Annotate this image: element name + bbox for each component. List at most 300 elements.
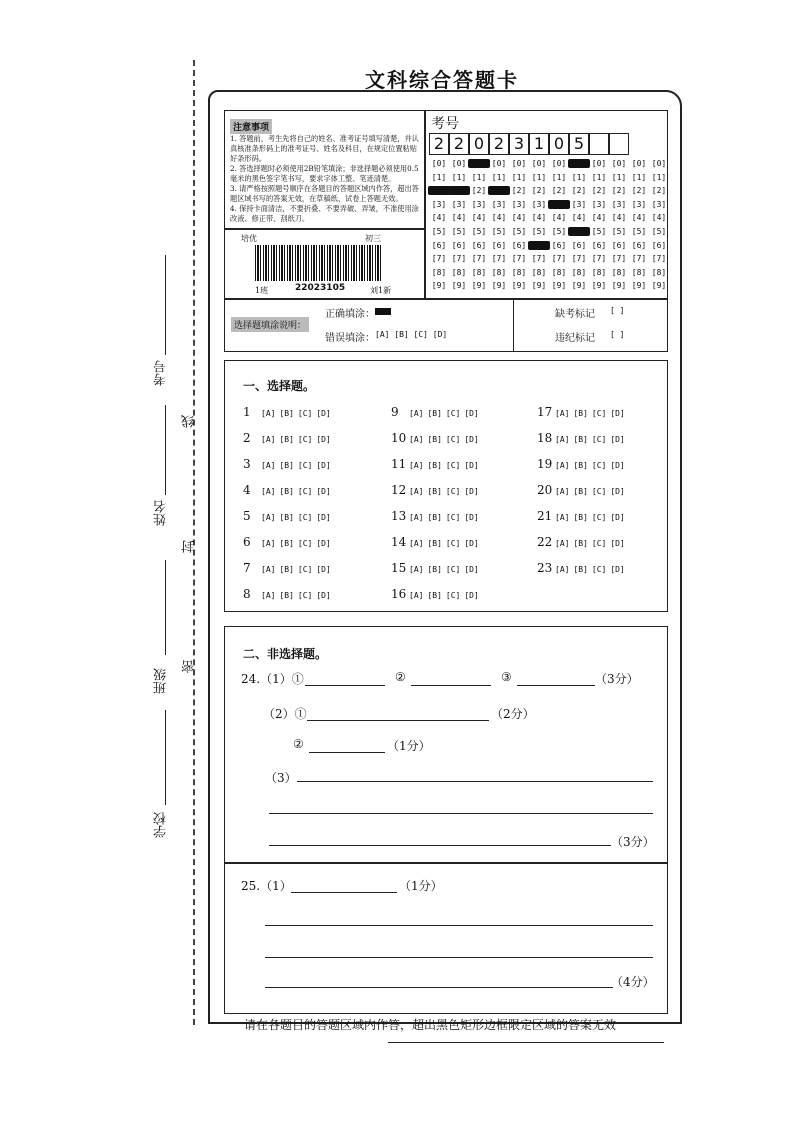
mc-option-bubble[interactable]: [C] — [591, 409, 607, 418]
q25-line-3[interactable] — [265, 987, 613, 988]
kaohao-bubble[interactable]: [4] — [591, 213, 607, 223]
kaohao-bubble[interactable]: [6] — [511, 240, 527, 250]
kaohao-bubble[interactable]: [2] — [591, 186, 607, 196]
kaohao-bubble[interactable]: [6] — [651, 240, 667, 250]
mc-option-bubble[interactable]: [A] — [555, 513, 570, 522]
mc-option-bubble[interactable]: [B] — [279, 487, 294, 496]
mc-option-bubble[interactable]: [A] — [555, 539, 570, 548]
kaohao-bubble[interactable]: [9] — [511, 281, 527, 291]
kaohao-bubble[interactable]: [6] — [491, 240, 507, 250]
mc-option-bubble[interactable]: [A] — [409, 409, 424, 418]
mc-option-bubble[interactable]: [C] — [297, 409, 313, 418]
q24-3-line-1[interactable] — [297, 781, 653, 782]
mc-option-bubble[interactable]: [D] — [316, 539, 331, 548]
kaohao-bubble[interactable]: [1] — [591, 172, 607, 182]
kaohao-bubble[interactable]: [7] — [651, 254, 667, 264]
kaohao-bubble[interactable]: [6] — [431, 240, 447, 250]
kaohao-bubble[interactable]: [2] — [511, 186, 527, 196]
kaohao-label: 考号 — [431, 116, 459, 132]
kaohao-bubble[interactable]: [7] — [571, 254, 587, 264]
q25-1-score: （1分） — [399, 879, 443, 893]
mc-option-bubble[interactable]: [A] — [409, 539, 424, 548]
kaohao-bubble[interactable]: [6] — [571, 240, 587, 250]
kaohao-bubble[interactable]: [1] — [531, 172, 547, 182]
mc-option-bubble[interactable]: [A] — [409, 513, 424, 522]
violation-mark-label: 违纪标记 — [555, 333, 595, 344]
mc-option-bubble[interactable]: [D] — [464, 409, 479, 418]
kaohao-bubble[interactable]: [5] — [631, 227, 647, 236]
kaohao-bubble[interactable]: [1] — [431, 172, 447, 182]
mc-option-bubble[interactable]: [A] — [555, 435, 570, 444]
mc-option-bubble[interactable]: [A] — [555, 461, 570, 470]
mc-option-bubble[interactable]: [C] — [297, 435, 313, 444]
mc-option-bubble[interactable]: [A] — [261, 409, 276, 418]
mc-option-bubble[interactable]: [D] — [610, 435, 625, 444]
q24-3-label: （3） — [265, 771, 297, 785]
kaohao-bubble[interactable]: [7] — [451, 254, 467, 264]
kaohao-bubble[interactable]: [0] — [591, 159, 607, 168]
mc-question-number: 23 — [537, 561, 553, 575]
mc-option-bubble[interactable]: [B] — [573, 461, 588, 470]
mc-option-bubble[interactable]: [A] — [555, 565, 570, 574]
kaohao-digit-cell[interactable] — [589, 133, 609, 155]
side-label-mi: 密 — [182, 660, 197, 673]
kaohao-bubble[interactable]: [0] — [451, 159, 467, 168]
mc-option-bubble[interactable]: [B] — [279, 513, 294, 522]
kaohao-bubble[interactable]: [2] — [611, 186, 627, 196]
q25-line-2[interactable] — [265, 957, 653, 958]
mc-option-bubble[interactable]: [C] — [445, 513, 461, 522]
mc-option-bubble[interactable]: [C] — [445, 461, 461, 470]
mc-option-bubble[interactable]: [D] — [464, 435, 479, 444]
mc-option-bubble[interactable]: [B] — [573, 539, 588, 548]
mc-question-number: 13 — [391, 509, 407, 523]
kaohao-bubble[interactable]: [0] — [568, 159, 590, 168]
kaohao-bubble[interactable]: [2] — [488, 186, 510, 195]
kaohao-bubble[interactable]: [5] — [551, 227, 567, 236]
mc-option-bubble[interactable]: [A] — [261, 539, 276, 548]
kaohao-bubble[interactable]: [8] — [451, 267, 467, 277]
mc-option-bubble[interactable]: [B] — [573, 409, 588, 418]
q24-2b-score: （1分） — [387, 739, 431, 753]
kaohao-bubble[interactable]: [5] — [568, 227, 590, 236]
kaohao-bubble[interactable]: [6] — [591, 240, 607, 250]
kaohao-bubble[interactable]: [7] — [631, 254, 647, 264]
kaohao-bubble[interactable]: [5] — [531, 227, 547, 236]
kaohao-bubble[interactable]: [9] — [591, 281, 607, 291]
mc-option-bubble[interactable]: [C] — [297, 513, 313, 522]
mc-option-bubble[interactable]: [B] — [427, 513, 442, 522]
mc-option-bubble[interactable]: [C] — [297, 565, 313, 574]
kaohao-bubble[interactable]: [2] — [471, 186, 487, 196]
kaohao-bubble[interactable]: [5] — [611, 227, 627, 236]
mc-option-bubble[interactable]: [A] — [261, 565, 276, 574]
mc-option-bubble[interactable]: [B] — [279, 565, 294, 574]
kaohao-bubble[interactable]: [0] — [611, 159, 627, 168]
q24-2b-answer-line[interactable] — [309, 752, 385, 753]
footer-rule — [388, 1042, 664, 1043]
kaohao-bubble[interactable]: [9] — [431, 281, 447, 291]
kaohao-digit-cell[interactable]: 2 — [489, 133, 509, 155]
mc-option-bubble[interactable]: [B] — [427, 565, 442, 574]
kaohao-bubble[interactable]: [2] — [428, 186, 450, 195]
mc-option-bubble[interactable]: [C] — [297, 461, 313, 470]
mc-option-bubble[interactable]: [D] — [610, 513, 625, 522]
mc-option-bubble[interactable]: [D] — [464, 539, 479, 548]
notice-title: 注意事项 — [230, 119, 272, 134]
correct-fill-mark — [375, 308, 391, 315]
mc-option-bubble[interactable]: [C] — [591, 435, 607, 444]
kaohao-digit-cell[interactable] — [609, 133, 629, 155]
side-line-banji — [165, 560, 166, 655]
kaohao-bubble[interactable]: [1] — [471, 172, 487, 182]
kaohao-bubble[interactable]: [3] — [531, 199, 547, 209]
mc-option-bubble[interactable]: [D] — [316, 487, 331, 496]
notice-list — [230, 134, 420, 224]
kaohao-bubble[interactable]: [4] — [531, 213, 547, 223]
kaohao-bubble[interactable]: [0] — [491, 159, 507, 168]
kaohao-digit-cell[interactable]: 3 — [509, 133, 529, 155]
q25-1-answer-line[interactable] — [291, 892, 397, 893]
kaohao-bubble[interactable]: [7] — [511, 254, 527, 264]
kaohao-bubble[interactable]: [5] — [451, 227, 467, 236]
kaohao-bubble[interactable]: [2] — [651, 186, 667, 196]
mc-option-bubble[interactable]: [D] — [316, 565, 331, 574]
kaohao-bubble[interactable]: [3] — [451, 199, 467, 209]
mc-option-bubble[interactable]: [C] — [591, 461, 607, 470]
kaohao-bubble[interactable]: [5] — [431, 227, 447, 236]
mc-question-number: 22 — [537, 535, 553, 549]
kaohao-bubble[interactable]: [3] — [631, 199, 647, 209]
kaohao-digit-cell[interactable]: 5 — [569, 133, 589, 155]
kaohao-bubble[interactable]: [7] — [471, 254, 487, 264]
kaohao-bubble[interactable]: [8] — [551, 267, 567, 277]
mc-option-bubble[interactable]: [B] — [427, 539, 442, 548]
kaohao-bubble[interactable]: [3] — [651, 199, 667, 209]
q25-1-label: 25.（1） — [241, 879, 292, 893]
mc-option-bubble[interactable]: [D] — [316, 409, 331, 418]
q24-2-label: （2）① — [263, 707, 307, 721]
mc-question-number: 7 — [243, 561, 251, 575]
mc-question-number: 17 — [537, 405, 553, 419]
q24-1c-label: ③ — [501, 670, 512, 684]
mc-option-bubble[interactable]: [A] — [261, 591, 276, 600]
kaohao-fill-row — [428, 159, 668, 168]
kaohao-fill-row — [428, 173, 668, 182]
mc-option-bubble[interactable]: [C] — [591, 539, 607, 548]
mc-option-bubble[interactable]: [D] — [610, 461, 625, 470]
kaohao-bubble[interactable]: [4] — [551, 213, 567, 223]
mc-option-bubble[interactable]: [A] — [261, 435, 276, 444]
kaohao-bubble[interactable]: [8] — [471, 267, 487, 277]
mc-question — [537, 483, 629, 497]
q24-2a-answer-line[interactable] — [307, 720, 489, 721]
kaohao-bubble[interactable]: [9] — [531, 281, 547, 291]
kaohao-bubble[interactable]: [9] — [631, 281, 647, 291]
mc-option-bubble[interactable]: [A] — [555, 409, 570, 418]
mc-option-bubble[interactable]: [A] — [261, 461, 276, 470]
mc-option-bubble[interactable]: [A] — [409, 461, 424, 470]
kaohao-bubble[interactable]: [9] — [451, 281, 467, 291]
kaohao-bubble[interactable]: [2] — [531, 186, 547, 196]
kaohao-bubble[interactable]: [0] — [468, 159, 490, 168]
q24-3-line-2[interactable] — [269, 813, 653, 814]
kaohao-bubble[interactable]: [9] — [571, 281, 587, 291]
mc-option-bubble[interactable]: [C] — [445, 591, 461, 600]
kaohao-bubble[interactable]: [8] — [491, 267, 507, 277]
mc-option-bubble[interactable]: [C] — [445, 487, 461, 496]
mc-option-bubble[interactable]: [C] — [591, 513, 607, 522]
kaohao-bubble[interactable]: [9] — [651, 281, 667, 291]
kaohao-bubble[interactable]: [4] — [431, 213, 447, 223]
kaohao-bubble[interactable]: [7] — [431, 254, 447, 264]
mc-question — [243, 431, 335, 445]
kaohao-bubble[interactable]: [6] — [528, 241, 550, 250]
kaohao-bubble[interactable]: [4] — [451, 213, 467, 223]
kaohao-bubble[interactable]: [3] — [511, 199, 527, 209]
mc-question-number: 19 — [537, 457, 553, 471]
kaohao-bubble[interactable]: [5] — [591, 227, 607, 236]
kaohao-bubble[interactable]: [7] — [551, 254, 567, 264]
mc-option-bubble[interactable]: [B] — [427, 435, 442, 444]
kaohao-bubble[interactable]: [4] — [631, 213, 647, 223]
kaohao-bubble[interactable]: [3] — [491, 199, 507, 209]
kaohao-fill-row — [428, 213, 668, 222]
kaohao-bubble[interactable]: [9] — [551, 281, 567, 291]
kaohao-fill-row — [428, 241, 668, 250]
kaohao-bubble[interactable]: [9] — [471, 281, 487, 291]
barcode-bottom-left: 1班 — [255, 286, 269, 295]
kaohao-bubble[interactable]: [2] — [551, 186, 567, 196]
kaohao-bubble[interactable]: [3] — [611, 199, 627, 209]
mc-option-bubble[interactable]: [D] — [316, 513, 331, 522]
mc-option-bubble[interactable]: [A] — [409, 487, 424, 496]
mc-option-bubble[interactable]: [A] — [261, 513, 276, 522]
mc-question — [391, 431, 483, 445]
mc-option-bubble[interactable]: [B] — [573, 487, 588, 496]
kaohao-bubble[interactable]: [8] — [631, 267, 647, 277]
mc-question — [243, 509, 335, 523]
mc-question — [243, 483, 335, 497]
mc-question — [537, 431, 629, 445]
mc-option-bubble[interactable]: [B] — [279, 539, 294, 548]
kaohao-bubble[interactable]: [7] — [591, 254, 607, 264]
mc-option-bubble[interactable]: [B] — [279, 435, 294, 444]
kaohao-digit-cell[interactable]: 0 — [549, 133, 569, 155]
q24-1b-answer-line[interactable] — [411, 685, 491, 686]
kaohao-bubble[interactable]: [3] — [591, 199, 607, 209]
mc-option-bubble[interactable]: [B] — [279, 409, 294, 418]
mc-question — [391, 587, 483, 601]
q24-1a-answer-line[interactable] — [305, 685, 385, 686]
kaohao-bubble[interactable]: [8] — [531, 267, 547, 277]
card-title: 文科综合答题卡 — [365, 68, 519, 92]
kaohao-bubble[interactable]: [4] — [471, 213, 487, 223]
kaohao-bubble[interactable]: [1] — [631, 172, 647, 182]
kaohao-bubble[interactable]: [1] — [571, 172, 587, 182]
mc-option-bubble[interactable]: [D] — [316, 435, 331, 444]
mc-question — [537, 509, 629, 523]
q24-2-score: （2分） — [491, 707, 535, 721]
mc-question — [537, 535, 629, 549]
kaohao-bubble[interactable]: [5] — [651, 227, 667, 236]
kaohao-bubble[interactable]: [6] — [631, 240, 647, 250]
mc-option-bubble[interactable]: [D] — [464, 461, 479, 470]
mc-option-bubble[interactable]: [B] — [427, 409, 442, 418]
kaohao-bubble[interactable]: [5] — [471, 227, 487, 236]
mc-option-bubble[interactable]: [B] — [573, 565, 588, 574]
kaohao-bubble[interactable]: [4] — [511, 213, 527, 223]
kaohao-bubble[interactable]: [9] — [491, 281, 507, 291]
kaohao-bubble[interactable]: [3] — [548, 200, 570, 209]
notice-item: 4. 保持卡面清洁，不要折叠、不要弄破、弄皱，不准使用涂改液、修正带、刮纸刀。 — [230, 204, 419, 223]
kaohao-bubble[interactable]: [1] — [511, 172, 527, 182]
mc-option-bubble[interactable]: [C] — [297, 539, 313, 548]
mc-option-bubble[interactable]: [D] — [316, 591, 331, 600]
barcode-top-right: 初三 — [365, 234, 381, 243]
kaohao-bubble[interactable]: [0] — [631, 159, 647, 168]
kaohao-box — [424, 110, 668, 300]
mc-option-bubble[interactable]: [D] — [610, 409, 625, 418]
kaohao-bubble[interactable]: [8] — [611, 267, 627, 277]
mc-question — [243, 405, 335, 419]
mc-option-bubble[interactable]: [C] — [591, 487, 607, 496]
q24-1-score: （3分） — [595, 672, 639, 686]
kaohao-bubble[interactable]: [9] — [611, 281, 627, 291]
mc-option-bubble[interactable]: [C] — [445, 565, 461, 574]
mc-option-bubble[interactable]: [C] — [445, 409, 461, 418]
kaohao-bubble[interactable]: [4] — [491, 213, 507, 223]
kaohao-fill-row — [428, 227, 668, 236]
kaohao-bubble[interactable]: [4] — [651, 213, 667, 223]
mc-option-bubble[interactable]: [D] — [610, 565, 625, 574]
mc-option-bubble[interactable]: [D] — [464, 565, 479, 574]
kaohao-bubble[interactable]: [4] — [571, 213, 587, 223]
mc-option-bubble[interactable]: [A] — [409, 591, 424, 600]
wrong-fill-marks: [A] [B] [C] [D] — [375, 330, 448, 339]
kaohao-bubble[interactable]: [0] — [431, 159, 447, 168]
kaohao-bubble[interactable]: [0] — [551, 159, 567, 168]
section-multiple-choice — [224, 360, 668, 612]
kaohao-bubble[interactable]: [8] — [651, 267, 667, 277]
mc-option-bubble[interactable]: [B] — [573, 513, 588, 522]
kaohao-bubble[interactable]: [8] — [431, 267, 447, 277]
mc-option-bubble[interactable]: [D] — [610, 487, 625, 496]
mc-question-number: 18 — [537, 431, 553, 445]
kaohao-bubble[interactable]: [4] — [611, 213, 627, 223]
mc-question — [391, 535, 483, 549]
kaohao-bubble[interactable]: [8] — [591, 267, 607, 277]
mc-question-number: 14 — [391, 535, 407, 549]
mc-option-bubble[interactable]: [A] — [555, 487, 570, 496]
q24-3-line-3[interactable] — [269, 845, 611, 846]
kaohao-bubble[interactable]: [6] — [611, 240, 627, 250]
mc-option-bubble[interactable]: [A] — [261, 487, 276, 496]
mc-option-bubble[interactable]: [B] — [427, 591, 442, 600]
kaohao-bubble[interactable]: [1] — [611, 172, 627, 182]
mc-question-number: 5 — [243, 509, 251, 523]
kaohao-bubble[interactable]: [7] — [531, 254, 547, 264]
mc-option-bubble[interactable]: [C] — [297, 487, 313, 496]
kaohao-bubble[interactable]: [2] — [448, 186, 470, 195]
kaohao-digit-cell[interactable]: 2 — [449, 133, 469, 155]
kaohao-bubble[interactable]: [7] — [491, 254, 507, 264]
side-label-banji: 班级 — [154, 668, 169, 694]
mc-question — [537, 457, 629, 471]
kaohao-digit-cell[interactable]: 0 — [469, 133, 489, 155]
mc-option-bubble[interactable]: [C] — [297, 591, 313, 600]
mc-option-bubble[interactable]: [D] — [464, 487, 479, 496]
kaohao-bubble[interactable]: [2] — [631, 186, 647, 196]
mc-option-bubble[interactable]: [D] — [464, 591, 479, 600]
kaohao-bubble[interactable]: [5] — [511, 227, 527, 236]
q25-line-1[interactable] — [265, 925, 653, 926]
absent-mark-label: 缺考标记 — [555, 309, 595, 320]
mc-option-bubble[interactable]: [C] — [445, 539, 461, 548]
correct-fill-label: 正确填涂： — [325, 309, 375, 320]
section2-title: 二、非选择题。 — [243, 647, 328, 661]
notice-item: 1. 答题前，考生先将自己的姓名、准考证号填写清楚，并认真核准条形码上的准考证号、姓名及科目，在规定位置粘贴好条形码。 — [230, 134, 419, 163]
kaohao-bubble[interactable]: [0] — [511, 159, 527, 168]
mc-option-bubble[interactable]: [D] — [610, 539, 625, 548]
mc-option-bubble[interactable]: [B] — [427, 461, 442, 470]
kaohao-fill-row — [428, 254, 668, 263]
mc-option-bubble[interactable]: [C] — [445, 435, 461, 444]
kaohao-digit-cell[interactable]: 1 — [529, 133, 549, 155]
mc-option-bubble[interactable]: [B] — [573, 435, 588, 444]
mc-question — [391, 483, 483, 497]
mc-option-bubble[interactable]: [B] — [279, 591, 294, 600]
kaohao-bubble[interactable]: [0] — [531, 159, 547, 168]
kaohao-digit-cell[interactable]: 2 — [429, 133, 449, 155]
kaohao-bubble[interactable]: [2] — [571, 186, 587, 196]
kaohao-bubble[interactable]: [7] — [611, 254, 627, 264]
kaohao-bubble[interactable]: [3] — [571, 199, 587, 209]
side-label-xingming: 姓名 — [154, 500, 169, 526]
section-q25 — [224, 862, 668, 1014]
kaohao-bubble[interactable]: [1] — [651, 172, 667, 182]
kaohao-bubble[interactable]: [6] — [551, 240, 567, 250]
kaohao-bubble[interactable]: [3] — [431, 199, 447, 209]
mc-option-bubble[interactable]: [A] — [409, 565, 424, 574]
side-label-xian: 线 — [182, 415, 197, 428]
kaohao-bubble[interactable]: [8] — [511, 267, 527, 277]
mc-option-bubble[interactable]: [D] — [464, 513, 479, 522]
kaohao-bubble[interactable]: [8] — [571, 267, 587, 277]
side-line-xuexiao — [165, 710, 166, 805]
kaohao-bubble[interactable]: [3] — [471, 199, 487, 209]
side-label-kaohao: 考号 — [154, 360, 169, 386]
q24-1c-answer-line[interactable] — [517, 685, 595, 686]
mc-option-bubble[interactable]: [B] — [279, 461, 294, 470]
absent-checkbox[interactable]: [ ] — [610, 306, 625, 315]
barcode-number: 22023105 — [295, 283, 346, 293]
kaohao-bubble[interactable]: [6] — [471, 240, 487, 250]
kaohao-fill-row — [428, 200, 668, 209]
mc-option-bubble[interactable]: [A] — [409, 435, 424, 444]
kaohao-bubble[interactable]: [0] — [651, 159, 667, 168]
kaohao-bubble[interactable]: [5] — [491, 227, 507, 236]
kaohao-bubble[interactable]: [1] — [451, 172, 467, 182]
kaohao-bubble[interactable]: [1] — [491, 172, 507, 182]
kaohao-bubble[interactable]: [6] — [451, 240, 467, 250]
section-q24 — [224, 626, 668, 864]
mc-option-bubble[interactable]: [D] — [316, 461, 331, 470]
mc-option-bubble[interactable]: [C] — [591, 565, 607, 574]
kaohao-bubble[interactable]: [1] — [551, 172, 567, 182]
mc-option-bubble[interactable]: [B] — [427, 487, 442, 496]
violation-checkbox[interactable]: [ ] — [610, 330, 625, 339]
